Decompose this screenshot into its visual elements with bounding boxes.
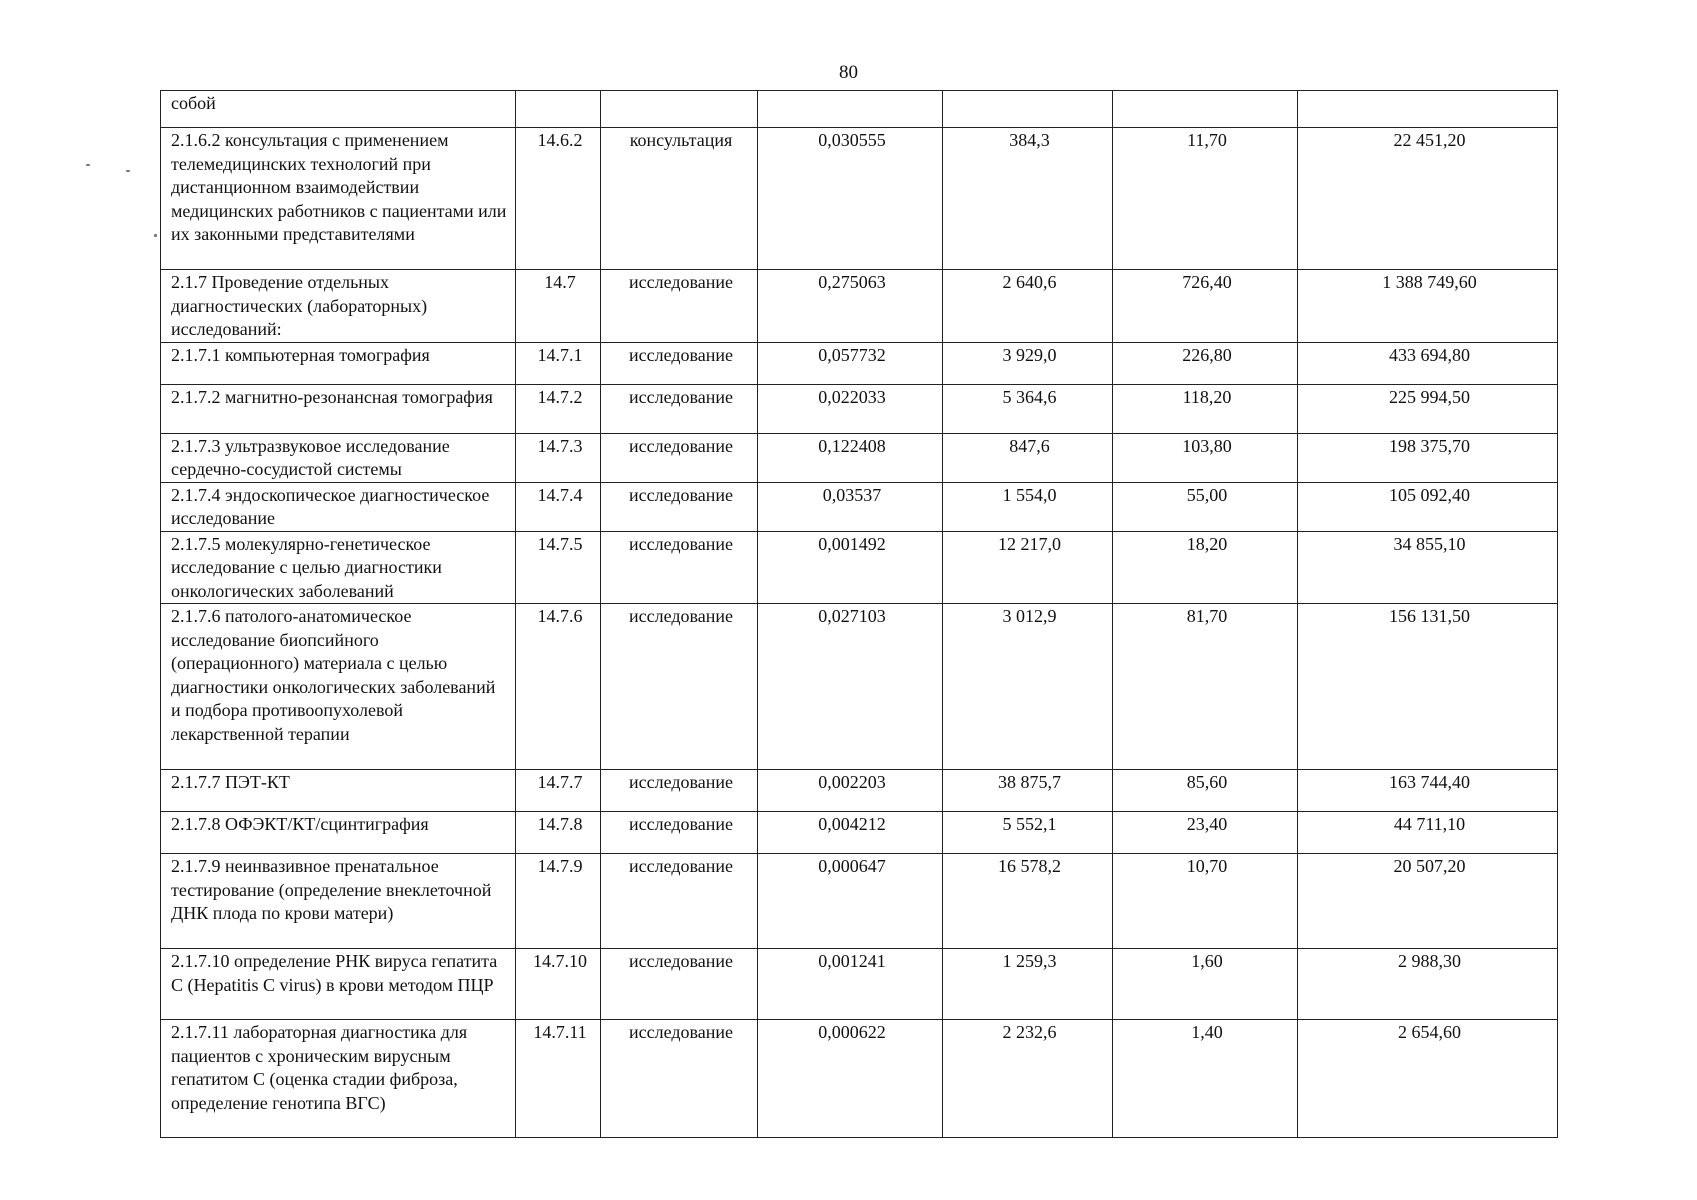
row-cost-cell: 12 217,0 [943, 531, 1113, 604]
row-per-capita-cell: 118,20 [1113, 384, 1298, 433]
row-cost-cell: 3 012,9 [943, 604, 1113, 770]
row-norm-cell: 0,057732 [758, 342, 943, 384]
row-per-capita-cell [1113, 91, 1298, 128]
row-name-cell: 2.1.7.3 ультразвуковое исследование сердечно-сосудистой системы [161, 433, 516, 482]
row-norm-cell: 0,001241 [758, 949, 943, 1020]
row-unit-cell: исследование [601, 1020, 758, 1138]
row-name-cell: 2.1.7.9 неинвазивное пренатальное тестирование (определение внеклеточной ДНК плода по крови матери) [161, 854, 516, 949]
row-total-cell: 156 131,50 [1298, 604, 1558, 770]
row-name-cell: 2.1.7.4 эндоскопическое диагностическое исследование [161, 482, 516, 531]
table-row [161, 91, 1558, 128]
row-unit-cell: исследование [601, 604, 758, 770]
row-total-cell: 34 855,10 [1298, 531, 1558, 604]
row-code-cell: 14.7.11 [516, 1020, 601, 1138]
row-code-cell: 14.7.3 [516, 433, 601, 482]
row-unit-cell: исследование [601, 812, 758, 854]
table-row [161, 342, 1558, 384]
row-name-cell: 2.1.7.11 лабораторная диагностика для пациентов с хроническим вирусным гепатитом C (оценка стадии фиброза, определение генотипа ВГС) [161, 1020, 516, 1138]
row-total-cell: 2 654,60 [1298, 1020, 1558, 1138]
table-row [161, 531, 1558, 604]
row-name-cell: 2.1.6.2 консультация с применением телемедицинских технологий при дистанционном взаимодействии медицинских работников с пациентами или их законными представителями [161, 128, 516, 270]
row-per-capita-cell: 226,80 [1113, 342, 1298, 384]
table-row [161, 270, 1558, 343]
row-per-capita-cell: 81,70 [1113, 604, 1298, 770]
row-total-cell: 105 092,40 [1298, 482, 1558, 531]
table-row [161, 770, 1558, 812]
table-row [161, 384, 1558, 433]
row-norm-cell: 0,122408 [758, 433, 943, 482]
page-number: 80 [839, 62, 858, 83]
row-code-cell: 14.7 [516, 270, 601, 343]
scan-speck [154, 234, 157, 237]
scan-speck [86, 164, 90, 166]
row-total-cell: 1 388 749,60 [1298, 270, 1558, 343]
row-per-capita-cell: 10,70 [1113, 854, 1298, 949]
row-code-cell: 14.7.8 [516, 812, 601, 854]
row-unit-cell: исследование [601, 433, 758, 482]
row-code-cell: 14.7.10 [516, 949, 601, 1020]
row-per-capita-cell: 1,60 [1113, 949, 1298, 1020]
row-cost-cell: 1 259,3 [943, 949, 1113, 1020]
row-cost-cell: 847,6 [943, 433, 1113, 482]
row-unit-cell: исследование [601, 270, 758, 343]
row-total-cell: 44 711,10 [1298, 812, 1558, 854]
row-cost-cell: 1 554,0 [943, 482, 1113, 531]
row-per-capita-cell: 1,40 [1113, 1020, 1298, 1138]
row-per-capita-cell: 726,40 [1113, 270, 1298, 343]
table-row [161, 604, 1558, 770]
row-cost-cell: 384,3 [943, 128, 1113, 270]
table-row [161, 433, 1558, 482]
row-code-cell [516, 91, 601, 128]
row-norm-cell: 0,027103 [758, 604, 943, 770]
row-unit-cell: исследование [601, 531, 758, 604]
table-row [161, 854, 1558, 949]
row-norm-cell [758, 91, 943, 128]
row-per-capita-cell: 11,70 [1113, 128, 1298, 270]
row-norm-cell: 0,03537 [758, 482, 943, 531]
row-unit-cell: консультация [601, 128, 758, 270]
row-code-cell: 14.6.2 [516, 128, 601, 270]
row-unit-cell: исследование [601, 949, 758, 1020]
row-total-cell: 163 744,40 [1298, 770, 1558, 812]
row-name-cell: 2.1.7.6 патолого-анатомическое исследование биопсийного (операционного) материала с целью диагностики онкологических заболеваний и подбора противоопухолевой лекарственной терапии [161, 604, 516, 770]
row-unit-cell: исследование [601, 482, 758, 531]
row-name-cell: 2.1.7.7 ПЭТ-КТ [161, 770, 516, 812]
row-code-cell: 14.7.1 [516, 342, 601, 384]
row-name-cell: 2.1.7.5 молекулярно-генетическое исследование с целью диагностики онкологических заболеваний [161, 531, 516, 604]
table-row [161, 949, 1558, 1020]
row-per-capita-cell: 18,20 [1113, 531, 1298, 604]
row-unit-cell: исследование [601, 854, 758, 949]
row-unit-cell: исследование [601, 770, 758, 812]
row-cost-cell: 5 552,1 [943, 812, 1113, 854]
row-total-cell: 433 694,80 [1298, 342, 1558, 384]
row-name-cell: 2.1.7.2 магнитно-резонансная томография [161, 384, 516, 433]
row-code-cell: 14.7.4 [516, 482, 601, 531]
row-name-cell: собой [161, 91, 516, 128]
row-cost-cell: 3 929,0 [943, 342, 1113, 384]
row-total-cell [1298, 91, 1558, 128]
row-norm-cell: 0,275063 [758, 270, 943, 343]
table-row [161, 812, 1558, 854]
row-per-capita-cell: 23,40 [1113, 812, 1298, 854]
row-norm-cell: 0,004212 [758, 812, 943, 854]
row-name-cell: 2.1.7.1 компьютерная томография [161, 342, 516, 384]
row-norm-cell: 0,030555 [758, 128, 943, 270]
row-per-capita-cell: 103,80 [1113, 433, 1298, 482]
table-row [161, 1020, 1558, 1138]
row-cost-cell: 5 364,6 [943, 384, 1113, 433]
row-norm-cell: 0,002203 [758, 770, 943, 812]
row-code-cell: 14.7.2 [516, 384, 601, 433]
row-total-cell: 198 375,70 [1298, 433, 1558, 482]
row-unit-cell: исследование [601, 342, 758, 384]
row-cost-cell: 38 875,7 [943, 770, 1113, 812]
row-cost-cell: 2 640,6 [943, 270, 1113, 343]
row-total-cell: 225 994,50 [1298, 384, 1558, 433]
row-code-cell: 14.7.5 [516, 531, 601, 604]
row-norm-cell: 0,022033 [758, 384, 943, 433]
row-unit-cell [601, 91, 758, 128]
row-code-cell: 14.7.7 [516, 770, 601, 812]
table-row [161, 128, 1558, 270]
tariff-table [160, 90, 1558, 1138]
row-total-cell: 2 988,30 [1298, 949, 1558, 1020]
row-code-cell: 14.7.9 [516, 854, 601, 949]
row-cost-cell: 16 578,2 [943, 854, 1113, 949]
row-code-cell: 14.7.6 [516, 604, 601, 770]
row-name-cell: 2.1.7.10 определение РНК вируса гепатита C (Hepatitis C virus) в крови методом ПЦР [161, 949, 516, 1020]
row-name-cell: 2.1.7.8 ОФЭКТ/КТ/сцинтиграфия [161, 812, 516, 854]
row-per-capita-cell: 85,60 [1113, 770, 1298, 812]
row-norm-cell: 0,000622 [758, 1020, 943, 1138]
row-norm-cell: 0,001492 [758, 531, 943, 604]
row-cost-cell: 2 232,6 [943, 1020, 1113, 1138]
row-cost-cell [943, 91, 1113, 128]
row-unit-cell: исследование [601, 384, 758, 433]
row-per-capita-cell: 55,00 [1113, 482, 1298, 531]
scan-speck [126, 170, 130, 172]
row-total-cell: 22 451,20 [1298, 128, 1558, 270]
row-total-cell: 20 507,20 [1298, 854, 1558, 949]
row-name-cell: 2.1.7 Проведение отдельных диагностических (лабораторных) исследований: [161, 270, 516, 343]
row-norm-cell: 0,000647 [758, 854, 943, 949]
table-row [161, 482, 1558, 531]
